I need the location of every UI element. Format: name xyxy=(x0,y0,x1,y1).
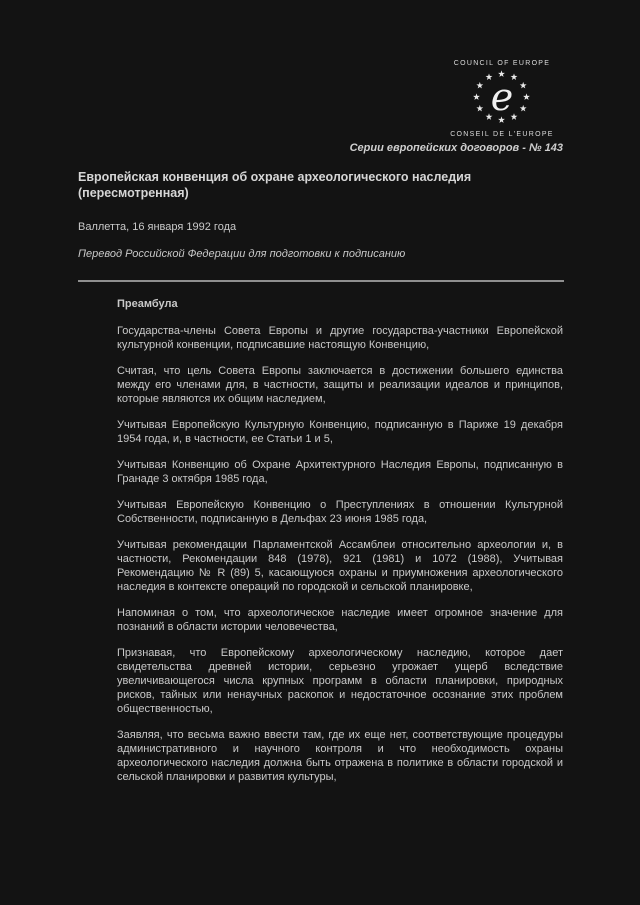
divider xyxy=(78,280,564,282)
logo-text-english: COUNCIL OF EUROPE xyxy=(453,60,551,67)
preamble-paragraph: Признавая, что Европейскому археологическому наследию, которое дает свидетельства древней истории, серьезно угрожает ущерб вследствие увеличивающегося числа крупных программ в области планировки, природных рисков, тайных или ненаучных раскопок и недостаточное осознание этих проблем общественностью, xyxy=(117,647,563,715)
document-title: Европейская конвенция об охране археологического наследия (пересмотренная) xyxy=(78,170,472,200)
council-of-europe-emblem-icon xyxy=(454,69,550,125)
logo-text-french: CONSEIL DE L'EUROPE xyxy=(450,131,554,138)
preamble-paragraph: Считая, что цель Совета Европы заключается в достижении большего единства между его членами для, в частности, защиты и реализации идеалов и принципов, которые являются их общим наследием, xyxy=(117,365,563,405)
document-body xyxy=(117,297,563,796)
preamble-paragraph: Напоминая о том, что археологическое наследие имеет огромное значение для познаний в области истории человечества, xyxy=(117,607,563,633)
preamble-paragraph: Заявляя, что весьма важно ввести там, где их еще нет, соответствующие процедуры административного и научного контроля и что необходимость охраны археологического наследия должна быть отражена в политике в области городской и сельской планировки и развития культуры, xyxy=(117,729,563,783)
translation-note: Перевод Российской Федерации для подготовки к подписанию xyxy=(78,248,406,260)
preamble-paragraph: Учитывая Европейскую Культурную Конвенцию, подписанную в Париже 19 декабря 1954 года, и, в частности, ее Статьи 1 и 5, xyxy=(117,419,563,445)
council-of-europe-logo xyxy=(450,60,554,138)
preamble-paragraph: Государства-члены Совета Европы и другие государства-участники Европейской культурной конвенции, подписавшие настоящую Конвенцию, xyxy=(117,325,563,351)
preamble-paragraph: Учитывая Европейскую Конвенцию о Преступлениях в отношении Культурной Собственности, подписанную в Дельфах 23 июня 1985 года, xyxy=(117,499,563,525)
emblem-letter-e: e xyxy=(490,75,514,119)
place-and-date: Валлетта, 16 января 1992 года xyxy=(78,221,237,233)
preamble-paragraph: Учитывая Конвенцию об Охране Архитектурного Наследия Европы, подписанную в Гранаде 3 октября 1985 года, xyxy=(117,459,563,485)
preamble-heading: Преамбула xyxy=(117,298,178,310)
preamble-paragraph: Учитывая рекомендации Парламентской Ассамблеи относительно археологии и, в частности, Рекомендации 848 (1978), 921 (1981) и 1072 (1988), Учитывая Рекомендацию № R (89) 5, касающуюся охраны и приумножения археологического наследия в контексте операций по городской и сельской планировке, xyxy=(117,539,563,593)
treaty-series-number: Серии европейских договоров - № 143 xyxy=(349,142,563,154)
